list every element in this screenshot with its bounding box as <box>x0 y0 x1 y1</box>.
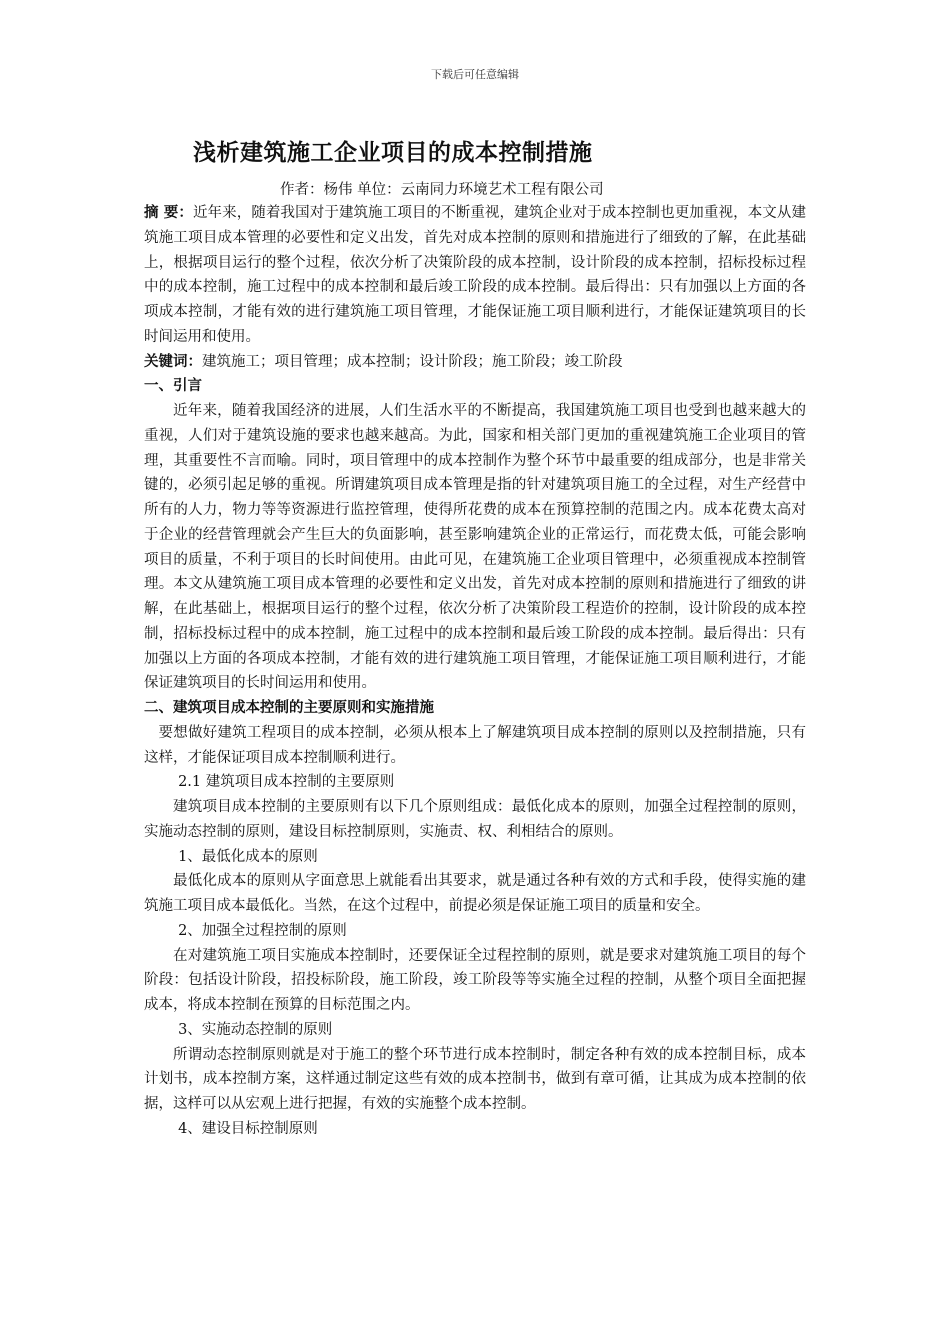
abstract-text: 近年来，随着我国对于建筑施工项目的不断重视，建筑企业对于成本控制也更加重视，本文从建筑施工项目成本管理的必要性和定义出发，首先对成本控制的原则和措施进行了细致的了解，在此基础上，根据项目运行的整个过程，依次分析了决策阶段的成本控制，设计阶段的成本控制，招标投标过程中的成本控制，施工过程中的成本控制和最后竣工阶段的成本控制。最后得出：只有加强以上方面的各项成本控制，才能有效的进行建筑施工项目管理，才能保证施工项目顺利进行，才能保证建筑项目的长时间运用和使用。 <box>144 205 806 345</box>
section2-heading: 二、建筑项目成本控制的主要原则和实施措施 <box>144 699 434 716</box>
page-title: 浅析建筑施工企业项目的成本控制措施 <box>193 139 593 166</box>
principle-1-paragraph: 最低化成本的原则从字面意思上就能看出其要求，就是通过各种有效的方式和手段，使得实施的建筑施工项目成本最低化。当然，在这个过程中，前提必须是保证施工项目的质量和安全。 <box>144 873 806 914</box>
abstract-paragraph <box>144 201 806 350</box>
keywords-line <box>144 350 806 375</box>
subsection-paragraph: 建筑项目成本控制的主要原则有以下几个原则组成：最低化成本的原则，加强全过程控制的原则，实施动态控制的原则，建设目标控制原则，实施责、权、利相结合的原则。 <box>144 799 806 840</box>
principle-3-heading: 3、实施动态控制的原则 <box>178 1021 333 1038</box>
principle-2-heading: 2、加强全过程控制的原则 <box>178 922 347 939</box>
principle-2-paragraph: 在对建筑施工项目实施成本控制时，还要保证全过程控制的原则，就是要求对建筑施工项目的每个阶段：包括设计阶段，招投标阶段，施工阶段，竣工阶段等等实施全过程的控制，从整个项目全面把握成本，将成本控制在预算的目标范围之内。 <box>144 947 806 1013</box>
abstract-label: 摘 要： <box>144 204 193 221</box>
keywords-label: 关键词： <box>144 352 202 370</box>
subsection-heading: 2.1 建筑项目成本控制的主要原则 <box>178 774 395 791</box>
header-note: 下载后可任意编辑 <box>431 68 519 81</box>
principle-1-heading: 1、最低化成本的原则 <box>178 848 318 865</box>
section1-paragraph: 近年来，随着我国经济的进展，人们生活水平的不断提高，我国建筑施工项目也受到也越来越大的重视，人们对于建筑设施的要求也越来越高。为此，国家和相关部门更加的重视建筑施工企业项目的管理，其重要性不言而喻。同时，项目管理中的成本控制作为整个环节中最重要的组成部分，也是非常关键的，必须引起足够的重视。所谓建筑项目成本管理是指的针对建筑项目施工的全过程，对生产经营中所有的人力，物力等等资源进行监控管理，使得所花费的成本在预算控制的范围之内。成本花费太高对于企业的经营管理就会产生巨大的负面影响，甚至影响建筑企业的正常运行，而花费太低，可能会影响项目的质量，不利于项目的长时间使用。由此可见，在建筑施工企业项目管理中，必须重视成本控制管理。本文从建筑施工项目成本管理的必要性和定义出发，首先对成本控制的原则和措施进行了细致的讲解，在此基础上，根据项目运行的整个过程，依次分析了决策阶段工程造价的控制，设计阶段的成本控制，招标投标过程中的成本控制，施工过程中的成本控制和最后竣工阶段的成本控制。最后得出：只有加强以上方面的各项成本控制，才能有效的进行建筑施工项目管理，才能保证施工项目顺利进行，才能保证建筑项目的长时间运用和使用。 <box>144 403 806 692</box>
document-body <box>144 201 806 1142</box>
principle-3-paragraph: 所谓动态控制原则就是对于施工的整个环节进行成本控制时，制定各种有效的成本控制目标，成本计划书，成本控制方案，这样通过制定这些有效的成本控制书，做到有章可循，让其成为成本控制的依据，这样可以从宏观上进行把握，有效的实施整个成本控制。 <box>144 1046 806 1112</box>
section1-heading: 一、引言 <box>144 377 202 395</box>
keywords-text: 建筑施工；项目管理；成本控制；设计阶段；施工阶段；竣工阶段 <box>202 353 623 370</box>
author-line: 作者：杨伟 单位：云南同力环境艺术工程有限公司 <box>280 182 604 198</box>
principle-4-heading: 4、建设目标控制原则 <box>178 1120 318 1137</box>
section2-intro: 要想做好建筑工程项目的成本控制，必须从根本上了解建筑项目成本控制的原则以及控制措施，只有这样，才能保证项目成本控制顺利进行。 <box>144 724 806 766</box>
